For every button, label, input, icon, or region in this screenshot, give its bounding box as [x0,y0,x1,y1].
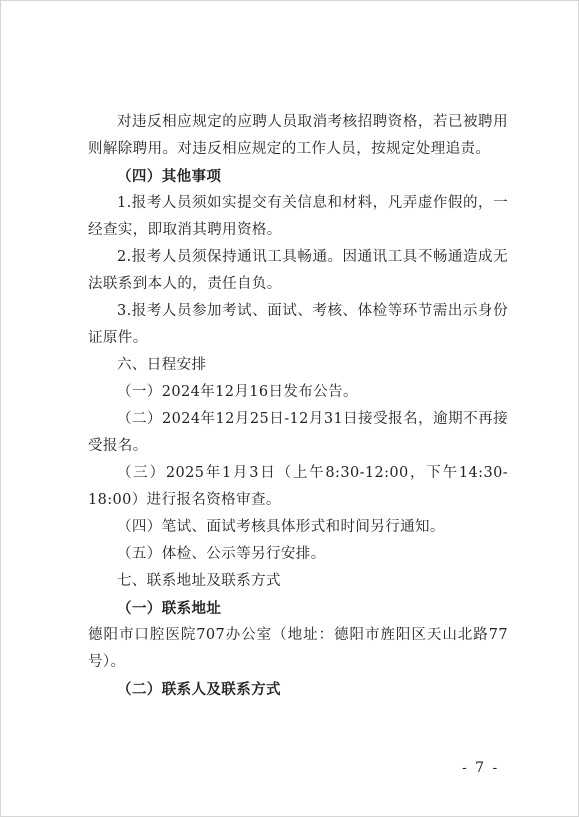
paragraph-item-1: 1.报考人员须如实提交有关信息和材料，凡弄虚作假的，一经查实，即取消其聘用资格。 [88,195,508,238]
paragraph-violation-penalty: 对违反相应规定的应聘人员取消考核招聘资格，若已被聘用则解除聘用。对违反相应规定的工作人员，按规定处理追责。 [88,114,508,157]
paragraph-item-2: 2.报考人员须保持通讯工具畅通。因通讯工具不畅通造成无法联系到本人的，责任自负。 [88,249,508,292]
section-heading-schedule: 六、日程安排 [117,357,207,373]
paragraph-item-3: 3.报考人员参加考试、面试、考核、体检等环节需出示身份证原件。 [88,303,508,346]
schedule-item-1: （一）2024年12月16日发布公告。 [117,384,358,400]
paragraph-contact-address: 德阳市口腔医院707办公室（地址：德阳市旌阳区天山北路77号）。 [88,627,508,670]
subheading-contact-person: （二）联系人及联系方式 [117,681,281,698]
section-heading-contact: 七、联系地址及联系方式 [117,573,281,589]
schedule-item-5: （五）体检、公示等另行安排。 [117,546,326,562]
subheading-contact-address: （一）联系地址 [117,600,222,617]
document-body [88,109,508,703]
page-number: - 7 - [462,760,500,776]
schedule-item-2: （二）2024年12月25日-12月31日接受报名，逾期不再接受报名。 [88,411,508,454]
schedule-item-3: （三）2025年1月3日（上午8:30-12:00，下午14:30-18:00）进行报名资格审查。 [88,465,508,508]
section-heading-other-matters: （四）其他事项 [117,168,222,185]
schedule-item-4: （四）笔试、面试考核具体形式和时间另行通知。 [117,519,445,535]
